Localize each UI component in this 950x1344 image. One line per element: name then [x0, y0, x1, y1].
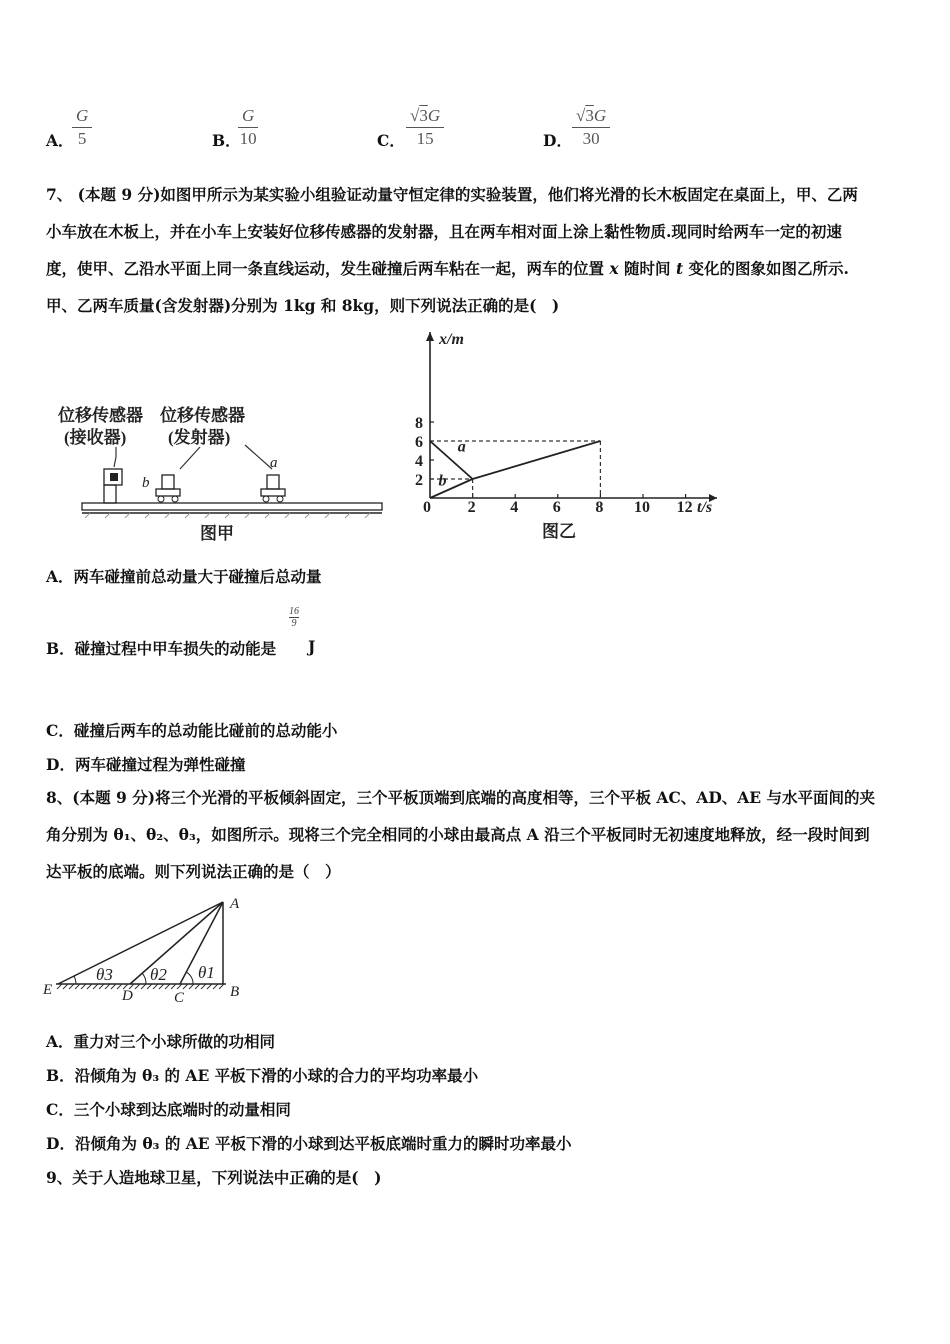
- q7-option-d: D．两车碰撞过程为弹性碰撞: [46, 755, 246, 774]
- fraction-denominator: 15: [416, 129, 434, 148]
- theta1-label: θ1: [198, 963, 215, 982]
- fraction-numerator: G: [76, 106, 89, 125]
- fraction-denominator: 9: [289, 617, 299, 629]
- q8-stem: [46, 779, 908, 890]
- root-value: 3: [419, 106, 428, 125]
- figure-yi-chart: [405, 326, 735, 548]
- y-axis-arrow: [426, 332, 434, 341]
- y-tick-label: 6: [415, 434, 423, 451]
- theta2-label: θ2: [150, 965, 167, 984]
- q6-option-c-fraction: √3G 15: [406, 106, 444, 149]
- q6-option-d-fraction: √3G 30: [572, 106, 610, 149]
- q8-option-a: A．重力对三个小球所做的功相同: [46, 1032, 276, 1051]
- receiver-label-line-1: 位移传感器: [58, 406, 143, 425]
- fraction-numerator: G: [242, 106, 255, 125]
- y-tick-label: 4: [415, 453, 423, 470]
- fraction-denominator: 30: [582, 129, 600, 148]
- q8-figure: [40, 892, 250, 1007]
- fraction-variable: G: [427, 106, 441, 125]
- x-tick-label: 4: [510, 499, 519, 516]
- series-label-a: a: [457, 438, 466, 456]
- q8-line-1: 8、(本题 9 分)将三个光滑的平板倾斜固定，三个平板顶端到底端的高度相等，三个平板 AC、AD、AE 与水平面间的夹: [46, 788, 875, 807]
- q6-option-a-label: A．: [46, 131, 74, 150]
- q6-option-a-fraction: [72, 106, 92, 149]
- emitter-label-line-2: (发射器): [168, 428, 231, 447]
- q7-option-a: A．两车碰撞前总动量大于碰撞后总动量: [46, 567, 322, 586]
- q9-stem: 9、关于人造地球卫星，下列说法中正确的是( ): [46, 1168, 382, 1187]
- theta3-arc: [74, 976, 76, 984]
- q7-option-c: C．碰撞后两车的总动能比碰前的总动能小: [46, 721, 338, 740]
- q6-option-b-fraction: [238, 106, 258, 149]
- car-a: [261, 475, 285, 502]
- receiver-label-line-2: (接收器): [64, 428, 127, 447]
- theta1-arc: [186, 972, 193, 984]
- q7-line-3-part-a: 度，使甲、乙沿水平面上同一条直线运动，发生碰撞后两车粘在一起，两车的位置: [46, 259, 610, 278]
- x-tick-label: 12: [676, 499, 693, 516]
- fraction-numerator: 16: [289, 606, 299, 617]
- x-tick-label: 6: [552, 499, 561, 516]
- x-tick-label: 2: [467, 499, 476, 516]
- point-d-label: D: [122, 988, 133, 1004]
- y-tick-label: 8: [415, 415, 423, 432]
- series-line-b: [430, 479, 473, 498]
- figure-yi-caption: 图乙: [542, 522, 576, 541]
- fraction-variable: G: [593, 106, 607, 125]
- var-t: t: [675, 259, 684, 278]
- q7-option-b: [46, 637, 276, 659]
- q6-option-b-label: B．: [212, 131, 241, 150]
- q8-option-b: B．沿倾角为 θ₃ 的 AE 平板下滑的小球的合力的平均功率最小: [46, 1066, 479, 1085]
- series-line-combined: [473, 441, 601, 479]
- theta2-arc: [142, 973, 146, 984]
- q7-line-1: 7、 (本题 9 分)如图甲所示为某实验小组验证动量守恒定律的实验装置，他们将光滑的长木板固定在桌面上，甲、乙两: [46, 185, 858, 204]
- q7-line-3-part-b: 随时间: [618, 259, 676, 278]
- theta3-label: θ3: [96, 965, 113, 984]
- q7-line-2: 小车放在木板上，并在小车上安装好位移传感器的发射器，且在两车相对面上涂上黏性物质.现同时给两车一定的初速: [46, 222, 842, 241]
- point-c-label: C: [174, 990, 185, 1006]
- q8-line-3: 达平板的底端。则下列说法正确的是（ ）: [46, 862, 341, 881]
- car-b-label: b: [142, 475, 150, 491]
- point-b-label: B: [230, 984, 240, 1000]
- series-label-b: b: [438, 472, 447, 490]
- series-line-a: [430, 441, 473, 479]
- receiver-device: [104, 469, 122, 503]
- q6-option-d-label: D．: [543, 131, 572, 150]
- x-axis-label: t/s: [697, 499, 713, 516]
- var-x: x: [609, 259, 619, 278]
- q6-option-c-label: C．: [377, 131, 405, 150]
- origin-label: 0: [423, 499, 431, 516]
- fraction-denominator: 5: [77, 129, 87, 148]
- x-tick-label: 8: [595, 499, 604, 516]
- q7-line-3-part-c: 变化的图象如图乙所示.: [683, 259, 849, 278]
- fraction-denominator: 10: [239, 129, 257, 148]
- x-tick-label: 10: [634, 499, 650, 516]
- y-tick-label: 2: [415, 472, 423, 489]
- car-b: [156, 475, 180, 502]
- root-value: 3: [585, 106, 594, 125]
- point-e-label: E: [43, 982, 53, 998]
- q8-line-2: 角分别为 θ₁、θ₂、θ₃，如图所示。现将三个完全相同的小球由最高点 A 沿三个平板同时无初速度地释放，经一段时间到: [46, 825, 870, 844]
- q8-option-c: C．三个小球到达底端时的动量相同: [46, 1100, 291, 1119]
- q7-stem: [46, 176, 908, 324]
- y-axis-label: x/m: [439, 331, 464, 348]
- emitter-label-line-1: 位移传感器: [160, 406, 245, 425]
- figure-jia-caption: 图甲: [200, 524, 234, 543]
- q8-option-d: D．沿倾角为 θ₃ 的 AE 平板下滑的小球到达平板底端时重力的瞬时功率最小: [46, 1134, 572, 1153]
- q7-option-b-unit: J: [308, 637, 316, 656]
- point-a-label: A: [230, 896, 240, 912]
- q7-option-b-fraction: [289, 606, 299, 629]
- q7-line-4: 甲、乙两车质量(含发射器)分别为 1kg 和 8kg，则下列说法正确的是( ): [46, 296, 560, 315]
- figure-jia: [50, 395, 395, 550]
- q7-option-b-text: B．碰撞过程中甲车损失的动能是: [46, 639, 277, 658]
- q7-line-3: [46, 250, 908, 287]
- car-a-label: a: [270, 455, 278, 471]
- long-board: [82, 503, 382, 510]
